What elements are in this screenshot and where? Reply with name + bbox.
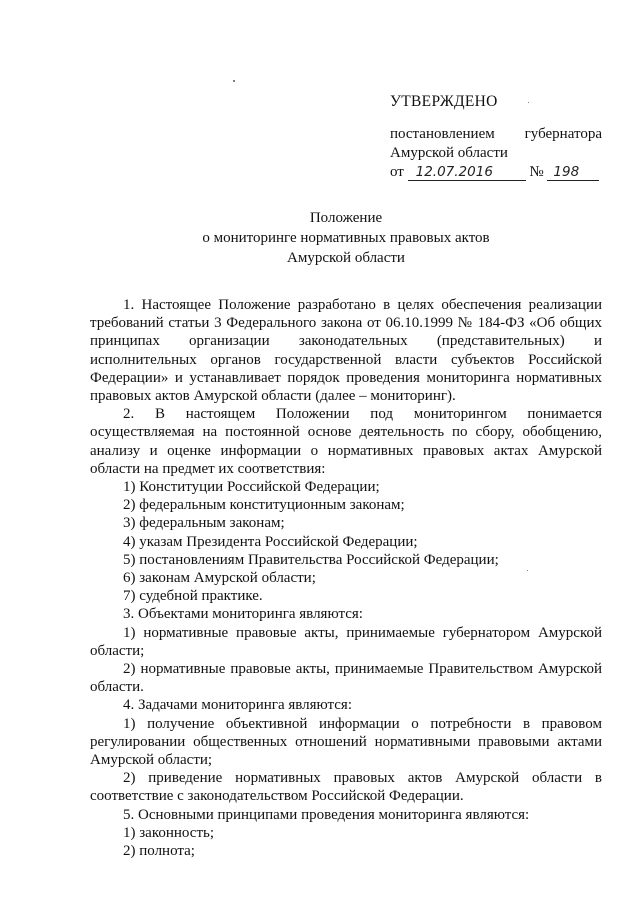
list-item: 4) указам Президента Российской Федерации;: [123, 533, 418, 550]
paragraph-4: 4. Задачами мониторинга являются:: [123, 697, 352, 714]
list-item: 2) нормативные правовые акты, принимаемые Правительством Амурской области.: [90, 661, 602, 696]
list-item: 2) федеральным конституционным законам;: [123, 497, 405, 514]
list-item: 3) федеральным законам;: [123, 515, 285, 532]
document-title: [90, 208, 602, 268]
list-item: 6) законам Амурской области;: [123, 570, 316, 587]
handwritten-number: 198: [547, 165, 599, 181]
list-item: 1) законность;: [123, 824, 215, 841]
date-prefix: от: [390, 164, 404, 180]
paragraph-3: 3. Объектами мониторинга являются:: [123, 606, 363, 623]
list-item: 2) полнота;: [123, 843, 195, 860]
paragraph-1: 1. Настоящее Положение разработано в целях обеспечения реализации требований статьи 3 Федерального закона от 06.10.1999 № 184-ФЗ «Об общих принципах организации законодательных (представительных) и исполнительных органов государственной власти субъектов Российской Федерации» и устанавливает порядок проведения мониторинга нормативных правовых актов Амурской области (далее – мониторинг).: [90, 297, 602, 405]
title-line-1: Положение: [309, 210, 383, 226]
list-item: 5) постановлениям Правительства Российской Федерации;: [123, 551, 499, 568]
list-item: 7) судебной практике.: [123, 588, 263, 605]
handwritten-date: 12.07.2016: [408, 165, 526, 181]
paragraph-2: 2. В настоящем Положении под мониторингом понимается осуществляемая на постоянной основе деятельность по сбору, обобщению, анализу и оценке информации о нормативных правовых актах Амурской области на предмет их соответствия:: [90, 406, 602, 477]
title-line-3: Амурской области: [287, 250, 405, 266]
approval-region: Амурской области: [390, 145, 508, 161]
number-prefix: №: [529, 164, 544, 180]
list-item: 1) нормативные правовые акты, принимаемые губернатором Амурской области;: [90, 624, 602, 659]
list-item: 1) Конституции Российской Федерации;: [123, 479, 380, 496]
approval-by-resolution: постановлением: [390, 126, 495, 142]
approval-date-number: [390, 163, 602, 182]
approval-block: [390, 92, 602, 182]
approval-governor: губернатора: [524, 126, 602, 142]
list-item: 2) приведение нормативных правовых актов Амурской области в соответствие с законодательством Российской Федерации.: [90, 770, 602, 805]
document-body: [90, 296, 602, 860]
approval-line-1: [390, 125, 602, 144]
title-line-2: о мониторинге нормативных правовых актов: [202, 230, 490, 246]
list-item: 1) получение объективной информации о потребности в правовом регулировании общественных отношений нормативными правовыми актами Амурской области;: [90, 715, 602, 769]
approval-heading: УТВЕРЖДЕНО: [390, 93, 498, 110]
scan-speck: [233, 80, 235, 82]
paragraph-5: 5. Основными принципами проведения мониторинга являются:: [123, 806, 530, 823]
